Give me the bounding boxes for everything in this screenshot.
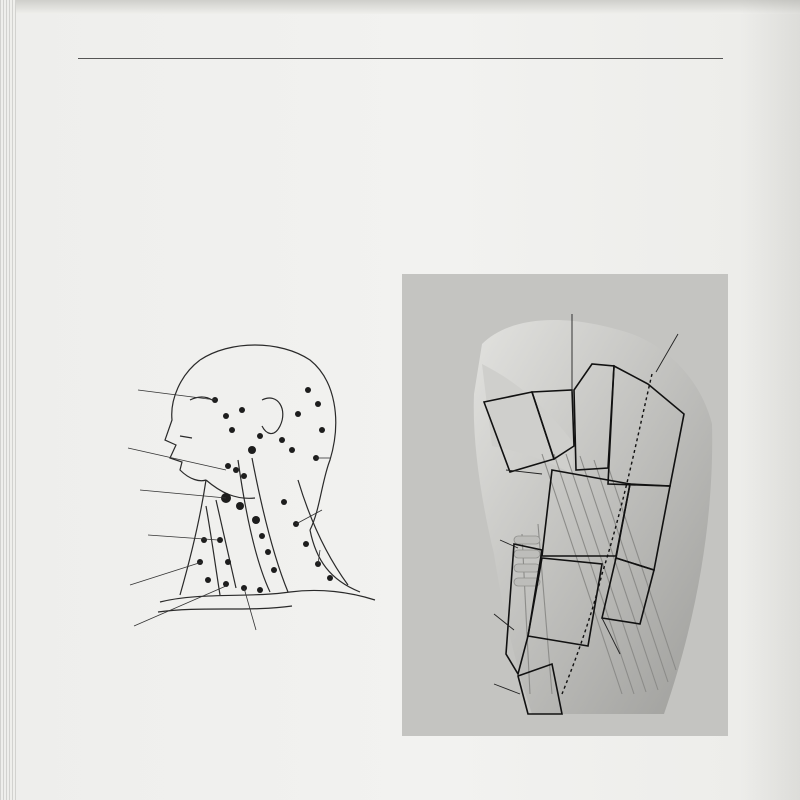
page-stack-edge <box>0 0 16 800</box>
header-rule <box>78 58 723 59</box>
figure-b <box>402 274 728 736</box>
page-right-shadow <box>740 0 800 800</box>
figure-a <box>30 330 410 750</box>
page-top-shadow <box>0 0 800 14</box>
figure-b-illustration <box>402 274 728 736</box>
figure-a-illustration <box>30 330 410 750</box>
